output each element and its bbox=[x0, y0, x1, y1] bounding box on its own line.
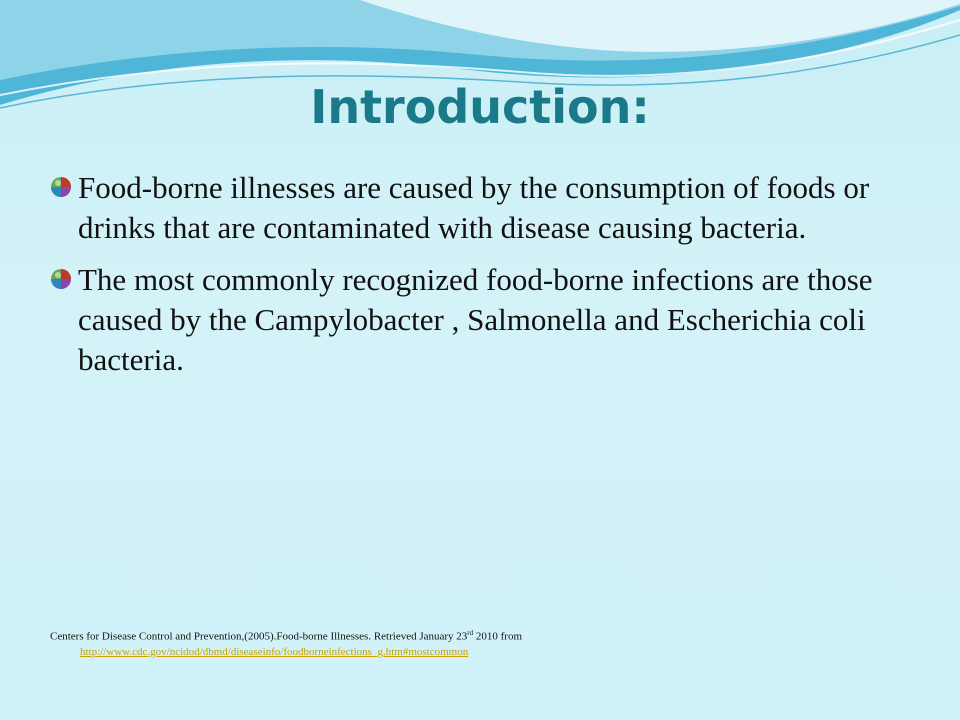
slide-title: Introduction: bbox=[310, 80, 650, 134]
citation-link[interactable]: http://www.cdc.gov/ncidod/dbmd/diseaseinfo/foodborneinfections_g.htm#mostcommon bbox=[80, 645, 469, 658]
citation-text-end: 2010 from bbox=[473, 630, 523, 643]
bullet-item bbox=[50, 168, 920, 248]
bullet-item bbox=[50, 260, 920, 380]
citation bbox=[50, 626, 930, 660]
bullet-list bbox=[50, 168, 920, 392]
sphere-bullet-icon bbox=[50, 268, 72, 290]
sphere-bullet-icon bbox=[50, 176, 72, 198]
bullet-text: The most commonly recognized food-borne infections are those caused by the Campylobacter , Salmonella and Escherichia coli bacteria. bbox=[78, 262, 873, 377]
citation-text: Centers for Disease Control and Prevention,(2005).Food-borne Illnesses. Retrieved January 23 bbox=[50, 630, 468, 643]
bullet-text: Food-borne illnesses are caused by the consumption of foods or drinks that are contaminated with disease causing bacteria. bbox=[78, 170, 870, 245]
citation-superscript: rd bbox=[467, 629, 474, 637]
